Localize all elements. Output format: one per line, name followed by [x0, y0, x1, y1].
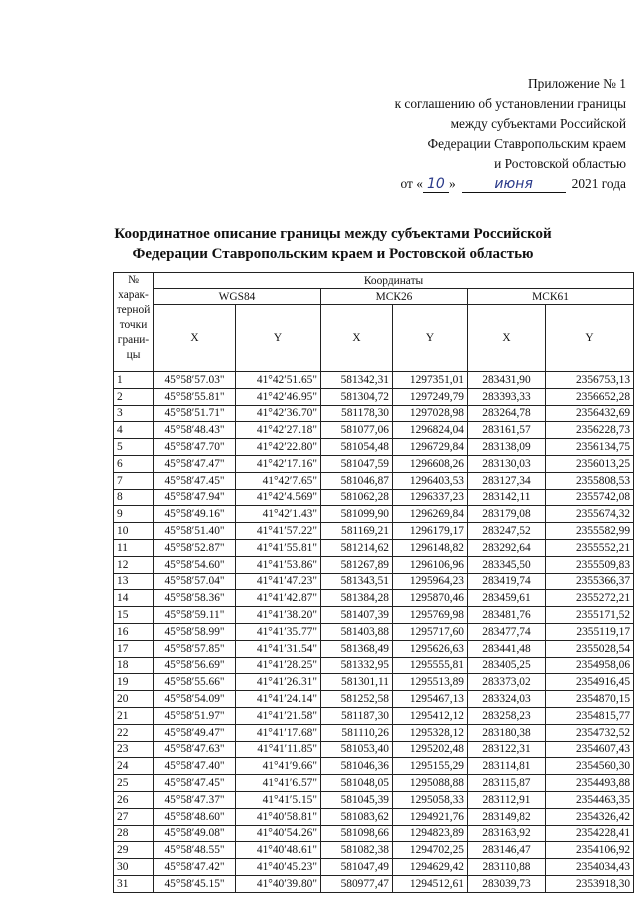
msk26-x-cell: 581047,49 [321, 859, 393, 876]
msk61-x-cell: 283405,25 [468, 657, 546, 674]
date-prefix: от « [400, 176, 423, 191]
table-row [114, 640, 634, 657]
table-row [114, 724, 634, 741]
table-row [114, 556, 634, 573]
msk61-x-cell: 283115,87 [468, 775, 546, 792]
table-row [114, 590, 634, 607]
point-number-cell: 29 [114, 842, 154, 859]
msk26-x-cell: 581403,88 [321, 623, 393, 640]
wgs84-y-cell: 41°41′9.66" [236, 758, 321, 775]
msk61-x-cell: 283459,61 [468, 590, 546, 607]
wgs84-x-cell: 45°58′47.70" [154, 439, 236, 456]
wgs84-x-cell: 45°58′59.11" [154, 607, 236, 624]
wgs84-y-cell: 41°41′28.25" [236, 657, 321, 674]
wgs84-y-cell: 41°40′45.23" [236, 859, 321, 876]
msk61-x-cell: 283477,74 [468, 623, 546, 640]
msk61-y-cell: 2355171,52 [546, 607, 634, 624]
table-row [114, 422, 634, 439]
msk26-y-cell: 1295870,46 [393, 590, 468, 607]
msk26-y-cell: 1296179,17 [393, 523, 468, 540]
point-number-cell: 28 [114, 825, 154, 842]
msk61-x-cell: 283179,08 [468, 506, 546, 523]
table-row [114, 506, 634, 523]
msk61-x-cell: 283142,11 [468, 489, 546, 506]
point-number-cell: 12 [114, 556, 154, 573]
wgs84-x-cell: 45°58′47.94" [154, 489, 236, 506]
system-header-msk26: МСК26 [321, 289, 468, 305]
point-number-cell: 26 [114, 791, 154, 808]
point-number-cell: 19 [114, 674, 154, 691]
axis-x-header: X [468, 305, 546, 372]
wgs84-y-cell: 41°42′4.569" [236, 489, 321, 506]
msk26-y-cell: 1297028,98 [393, 405, 468, 422]
msk61-x-cell: 283419,74 [468, 573, 546, 590]
wgs84-x-cell: 45°58′55.81" [154, 388, 236, 405]
msk61-y-cell: 2356652,28 [546, 388, 634, 405]
msk26-y-cell: 1296729,84 [393, 439, 468, 456]
point-number-cell: 30 [114, 859, 154, 876]
wgs84-x-cell: 45°58′47.37" [154, 791, 236, 808]
msk61-y-cell: 2356228,73 [546, 422, 634, 439]
msk26-y-cell: 1294921,76 [393, 808, 468, 825]
msk61-y-cell: 2354607,43 [546, 741, 634, 758]
msk26-x-cell: 581110,26 [321, 724, 393, 741]
msk61-x-cell: 283393,33 [468, 388, 546, 405]
point-number-cell: 16 [114, 623, 154, 640]
msk26-y-cell: 1296148,82 [393, 539, 468, 556]
msk26-y-cell: 1294702,25 [393, 842, 468, 859]
msk26-x-cell: 581384,28 [321, 590, 393, 607]
point-number-cell: 22 [114, 724, 154, 741]
msk26-y-cell: 1295717,60 [393, 623, 468, 640]
msk61-y-cell: 2355582,99 [546, 523, 634, 540]
wgs84-y-cell: 41°41′11.85" [236, 741, 321, 758]
msk61-x-cell: 283114,81 [468, 758, 546, 775]
msk26-y-cell: 1296269,84 [393, 506, 468, 523]
msk26-x-cell: 581099,90 [321, 506, 393, 523]
msk61-x-cell: 283373,02 [468, 674, 546, 691]
point-number-cell: 21 [114, 707, 154, 724]
msk26-x-cell: 581082,38 [321, 842, 393, 859]
date-mid: » [448, 176, 456, 191]
msk61-y-cell: 2356753,13 [546, 372, 634, 389]
wgs84-x-cell: 45°58′47.47" [154, 455, 236, 472]
point-number-cell: 7 [114, 472, 154, 489]
table-row [114, 674, 634, 691]
point-header-line: цы [126, 349, 141, 361]
table-row [114, 372, 634, 389]
wgs84-y-cell: 41°41′35.77" [236, 623, 321, 640]
appendix-line-rostov: и Ростовской областью [494, 156, 626, 171]
msk61-y-cell: 2354870,15 [546, 691, 634, 708]
wgs84-x-cell: 45°58′55.66" [154, 674, 236, 691]
point-number-cell: 24 [114, 758, 154, 775]
appendix-line-agreement: к соглашению об установлении границы [394, 96, 626, 111]
msk26-x-cell: 581343,51 [321, 573, 393, 590]
msk26-y-cell: 1295626,63 [393, 640, 468, 657]
msk26-x-cell: 581048,05 [321, 775, 393, 792]
table-row [114, 455, 634, 472]
wgs84-y-cell: 41°41′53.86" [236, 556, 321, 573]
document-title [40, 224, 626, 264]
msk26-y-cell: 1295058,33 [393, 791, 468, 808]
wgs84-x-cell: 45°58′45.15" [154, 875, 236, 892]
msk26-x-cell: 581098,66 [321, 825, 393, 842]
table-row [114, 573, 634, 590]
coordinates-table-body [114, 372, 634, 893]
wgs84-x-cell: 45°58′47.40" [154, 758, 236, 775]
table-row [114, 691, 634, 708]
wgs84-y-cell: 41°40′54.26" [236, 825, 321, 842]
msk26-x-cell: 581054,48 [321, 439, 393, 456]
msk26-x-cell: 581252,58 [321, 691, 393, 708]
point-number-cell: 9 [114, 506, 154, 523]
msk61-x-cell: 283163,92 [468, 825, 546, 842]
msk61-y-cell: 2354732,52 [546, 724, 634, 741]
msk61-x-cell: 283180,38 [468, 724, 546, 741]
point-header-line: харак- [118, 289, 149, 301]
wgs84-y-cell: 41°41′57.22" [236, 523, 321, 540]
point-number-cell: 8 [114, 489, 154, 506]
msk61-x-cell: 283324,03 [468, 691, 546, 708]
wgs84-x-cell: 45°58′49.16" [154, 506, 236, 523]
msk61-y-cell: 2354493,88 [546, 775, 634, 792]
msk26-x-cell: 581214,62 [321, 539, 393, 556]
wgs84-y-cell: 41°42′46.95" [236, 388, 321, 405]
msk61-x-cell: 283441,48 [468, 640, 546, 657]
point-header-line: № [128, 274, 139, 286]
wgs84-y-cell: 41°42′7.65" [236, 472, 321, 489]
wgs84-y-cell: 41°41′47.23" [236, 573, 321, 590]
msk26-y-cell: 1297249,79 [393, 388, 468, 405]
msk26-y-cell: 1295769,98 [393, 607, 468, 624]
msk61-y-cell: 2354228,41 [546, 825, 634, 842]
msk26-y-cell: 1296337,23 [393, 489, 468, 506]
msk26-x-cell: 581053,40 [321, 741, 393, 758]
msk26-x-cell: 580977,47 [321, 875, 393, 892]
table-row [114, 741, 634, 758]
msk61-x-cell: 283264,78 [468, 405, 546, 422]
msk61-y-cell: 2355674,32 [546, 506, 634, 523]
msk26-x-cell: 581077,06 [321, 422, 393, 439]
axis-y-header: Y [393, 305, 468, 372]
wgs84-y-cell: 41°42′22.80" [236, 439, 321, 456]
msk26-x-cell: 581045,39 [321, 791, 393, 808]
msk61-y-cell: 2355272,21 [546, 590, 634, 607]
msk26-x-cell: 581301,11 [321, 674, 393, 691]
msk61-x-cell: 283039,73 [468, 875, 546, 892]
msk26-y-cell: 1294629,42 [393, 859, 468, 876]
table-row [114, 875, 634, 892]
wgs84-y-cell: 41°41′42.87" [236, 590, 321, 607]
wgs84-x-cell: 45°58′47.42" [154, 859, 236, 876]
point-number-cell: 4 [114, 422, 154, 439]
msk26-x-cell: 581169,21 [321, 523, 393, 540]
wgs84-x-cell: 45°58′57.03" [154, 372, 236, 389]
point-header-line: точки [119, 319, 148, 331]
msk61-x-cell: 283431,90 [468, 372, 546, 389]
msk26-x-cell: 581062,28 [321, 489, 393, 506]
appendix-line-subjects: между субъектами Российской [450, 116, 626, 131]
msk26-y-cell: 1297351,01 [393, 372, 468, 389]
table-row [114, 791, 634, 808]
point-number-cell: 14 [114, 590, 154, 607]
point-number-cell: 20 [114, 691, 154, 708]
wgs84-x-cell: 45°58′48.60" [154, 808, 236, 825]
wgs84-x-cell: 45°58′58.36" [154, 590, 236, 607]
wgs84-x-cell: 45°58′47.63" [154, 741, 236, 758]
title-line-2: Федерации Ставропольским краем и Ростовской областью [132, 246, 534, 262]
msk61-y-cell: 2355742,08 [546, 489, 634, 506]
table-row [114, 808, 634, 825]
msk26-x-cell: 581178,30 [321, 405, 393, 422]
wgs84-y-cell: 41°40′58.81" [236, 808, 321, 825]
msk61-y-cell: 2355366,37 [546, 573, 634, 590]
wgs84-x-cell: 45°58′57.04" [154, 573, 236, 590]
msk61-x-cell: 283292,64 [468, 539, 546, 556]
point-number-cell: 23 [114, 741, 154, 758]
msk61-y-cell: 2356432,69 [546, 405, 634, 422]
msk61-y-cell: 2354916,45 [546, 674, 634, 691]
appendix-header [326, 74, 626, 194]
wgs84-x-cell: 45°58′49.47" [154, 724, 236, 741]
msk26-y-cell: 1295467,13 [393, 691, 468, 708]
msk61-x-cell: 283161,57 [468, 422, 546, 439]
table-row [114, 607, 634, 624]
wgs84-y-cell: 41°41′38.20" [236, 607, 321, 624]
appendix-date [326, 174, 626, 194]
wgs84-x-cell: 45°58′58.99" [154, 623, 236, 640]
wgs84-y-cell: 41°42′1.43" [236, 506, 321, 523]
wgs84-y-cell: 41°42′27.18" [236, 422, 321, 439]
wgs84-x-cell: 45°58′56.69" [154, 657, 236, 674]
msk61-x-cell: 283345,50 [468, 556, 546, 573]
table-row [114, 842, 634, 859]
msk26-y-cell: 1295964,23 [393, 573, 468, 590]
msk26-x-cell: 581407,39 [321, 607, 393, 624]
msk61-y-cell: 2355119,17 [546, 623, 634, 640]
wgs84-x-cell: 45°58′51.97" [154, 707, 236, 724]
msk61-y-cell: 2354815,77 [546, 707, 634, 724]
msk26-x-cell: 581332,95 [321, 657, 393, 674]
wgs84-y-cell: 41°41′31.54" [236, 640, 321, 657]
point-number-cell: 27 [114, 808, 154, 825]
msk26-y-cell: 1295088,88 [393, 775, 468, 792]
wgs84-y-cell: 41°42′17.16" [236, 455, 321, 472]
msk61-y-cell: 2353918,30 [546, 875, 634, 892]
coordinates-table [113, 272, 634, 893]
msk26-y-cell: 1295555,81 [393, 657, 468, 674]
msk26-y-cell: 1294512,61 [393, 875, 468, 892]
msk61-y-cell: 2355552,21 [546, 539, 634, 556]
system-header-msk61: МСК61 [468, 289, 634, 305]
wgs84-x-cell: 45°58′47.45" [154, 472, 236, 489]
point-number-cell: 6 [114, 455, 154, 472]
msk26-x-cell: 581342,31 [321, 372, 393, 389]
msk26-y-cell: 1296106,96 [393, 556, 468, 573]
point-number-cell: 2 [114, 388, 154, 405]
wgs84-y-cell: 41°41′21.58" [236, 707, 321, 724]
msk61-y-cell: 2356134,75 [546, 439, 634, 456]
msk26-y-cell: 1295412,12 [393, 707, 468, 724]
msk26-y-cell: 1296403,53 [393, 472, 468, 489]
msk61-x-cell: 283122,31 [468, 741, 546, 758]
table-row [114, 859, 634, 876]
msk26-y-cell: 1296824,04 [393, 422, 468, 439]
appendix-number: Приложение № 1 [527, 76, 626, 91]
title-line-1: Координатное описание границы между субъектами Российской [114, 226, 552, 242]
wgs84-y-cell: 41°40′39.80" [236, 875, 321, 892]
msk26-y-cell: 1295513,89 [393, 674, 468, 691]
msk26-y-cell: 1295202,48 [393, 741, 468, 758]
wgs84-x-cell: 45°58′54.60" [154, 556, 236, 573]
msk61-y-cell: 2354034,43 [546, 859, 634, 876]
msk61-y-cell: 2355028,54 [546, 640, 634, 657]
point-number-cell: 13 [114, 573, 154, 590]
table-row [114, 472, 634, 489]
system-header-wgs84: WGS84 [154, 289, 321, 305]
point-number-cell: 10 [114, 523, 154, 540]
msk61-x-cell: 283138,09 [468, 439, 546, 456]
msk26-x-cell: 581368,49 [321, 640, 393, 657]
axis-y-header: Y [236, 305, 321, 372]
table-row [114, 657, 634, 674]
date-day-handwritten: 10 [423, 176, 449, 193]
msk26-x-cell: 581267,89 [321, 556, 393, 573]
wgs84-y-cell: 41°42′51.65" [236, 372, 321, 389]
msk61-x-cell: 283247,52 [468, 523, 546, 540]
table-row [114, 707, 634, 724]
msk26-x-cell: 581083,62 [321, 808, 393, 825]
date-suffix: 2021 года [571, 176, 626, 191]
wgs84-x-cell: 45°58′47.45" [154, 775, 236, 792]
table-row [114, 758, 634, 775]
msk26-y-cell: 1295155,29 [393, 758, 468, 775]
axis-y-header: Y [546, 305, 634, 372]
table-row [114, 539, 634, 556]
msk61-x-cell: 283110,88 [468, 859, 546, 876]
wgs84-y-cell: 41°41′5.15" [236, 791, 321, 808]
msk26-x-cell: 581046,36 [321, 758, 393, 775]
wgs84-x-cell: 45°58′57.85" [154, 640, 236, 657]
wgs84-x-cell: 45°58′51.71" [154, 405, 236, 422]
wgs84-x-cell: 45°58′52.87" [154, 539, 236, 556]
msk26-y-cell: 1295328,12 [393, 724, 468, 741]
wgs84-y-cell: 41°40′48.61" [236, 842, 321, 859]
msk61-y-cell: 2356013,25 [546, 455, 634, 472]
wgs84-y-cell: 41°41′55.81" [236, 539, 321, 556]
wgs84-x-cell: 45°58′48.55" [154, 842, 236, 859]
point-number-cell: 18 [114, 657, 154, 674]
msk61-x-cell: 283127,34 [468, 472, 546, 489]
msk26-x-cell: 581304,72 [321, 388, 393, 405]
table-row [114, 825, 634, 842]
msk61-y-cell: 2354463,35 [546, 791, 634, 808]
wgs84-x-cell: 45°58′51.40" [154, 523, 236, 540]
msk61-y-cell: 2354106,92 [546, 842, 634, 859]
wgs84-y-cell: 41°41′24.14" [236, 691, 321, 708]
table-row [114, 388, 634, 405]
msk61-y-cell: 2354560,30 [546, 758, 634, 775]
wgs84-x-cell: 45°58′49.08" [154, 825, 236, 842]
msk26-y-cell: 1296608,26 [393, 455, 468, 472]
msk26-x-cell: 581187,30 [321, 707, 393, 724]
wgs84-x-cell: 45°58′48.43" [154, 422, 236, 439]
table-row [114, 523, 634, 540]
point-number-header [114, 273, 154, 372]
msk26-x-cell: 581047,59 [321, 455, 393, 472]
point-number-cell: 31 [114, 875, 154, 892]
wgs84-y-cell: 41°41′26.31" [236, 674, 321, 691]
point-header-line: терной [116, 304, 151, 316]
msk61-x-cell: 283112,91 [468, 791, 546, 808]
table-row [114, 439, 634, 456]
point-header-line: грани- [117, 334, 150, 346]
point-number-cell: 11 [114, 539, 154, 556]
wgs84-y-cell: 41°41′17.68" [236, 724, 321, 741]
table-row [114, 775, 634, 792]
point-number-cell: 15 [114, 607, 154, 624]
msk61-x-cell: 283149,82 [468, 808, 546, 825]
msk61-y-cell: 2355808,53 [546, 472, 634, 489]
appendix-line-stavropol: Федерации Ставропольским краем [427, 136, 626, 151]
point-number-cell: 5 [114, 439, 154, 456]
msk61-x-cell: 283130,03 [468, 455, 546, 472]
wgs84-y-cell: 41°42′36.70" [236, 405, 321, 422]
point-number-cell: 1 [114, 372, 154, 389]
msk26-x-cell: 581046,87 [321, 472, 393, 489]
point-number-cell: 25 [114, 775, 154, 792]
axis-x-header: X [154, 305, 236, 372]
wgs84-x-cell: 45°58′54.09" [154, 691, 236, 708]
date-month-handwritten: июня [462, 176, 566, 193]
table-row [114, 489, 634, 506]
msk61-y-cell: 2354326,42 [546, 808, 634, 825]
msk61-x-cell: 283258,23 [468, 707, 546, 724]
wgs84-y-cell: 41°41′6.57" [236, 775, 321, 792]
msk26-y-cell: 1294823,89 [393, 825, 468, 842]
point-number-cell: 3 [114, 405, 154, 422]
msk61-y-cell: 2355509,83 [546, 556, 634, 573]
point-number-cell: 17 [114, 640, 154, 657]
table-row [114, 623, 634, 640]
msk61-x-cell: 283146,47 [468, 842, 546, 859]
msk61-x-cell: 283481,76 [468, 607, 546, 624]
axis-x-header: X [321, 305, 393, 372]
coordinates-header: Координаты [154, 273, 634, 289]
table-row [114, 405, 634, 422]
msk61-y-cell: 2354958,06 [546, 657, 634, 674]
